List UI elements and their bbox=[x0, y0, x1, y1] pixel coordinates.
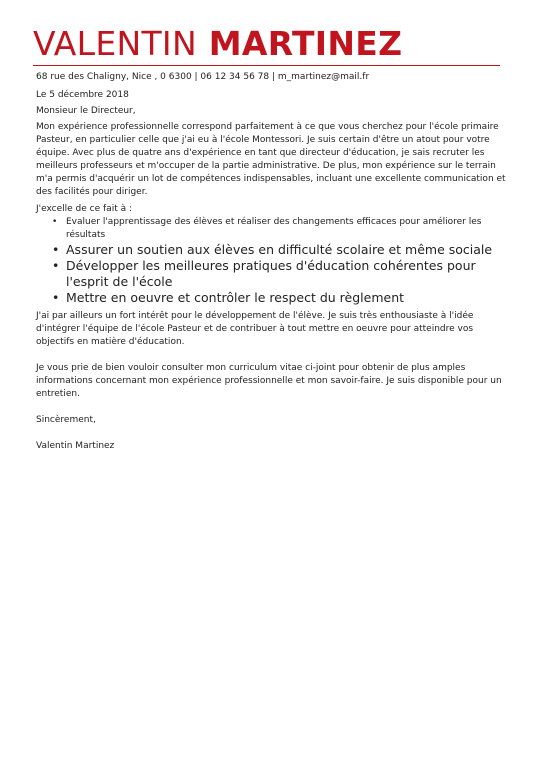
applicant-name-heading bbox=[33, 24, 402, 64]
bullet-icon: • bbox=[52, 242, 60, 257]
signature: Valentin Martinez bbox=[36, 441, 115, 451]
salutation: Monsieur le Directeur, bbox=[36, 106, 136, 116]
list-item bbox=[36, 290, 506, 306]
spacer bbox=[36, 349, 506, 362]
bullet-icon: • bbox=[52, 290, 60, 305]
paragraph-motivation: J'ai par ailleurs un fort intérêt pour le développement de l'élève. Je suis très enthousiaste à l'idée d'intégrer l'équipe de l'école Pasteur et de contribuer à tout mettre en oeuvre pour atteindre vos objectifs en matière d'éducation. bbox=[36, 311, 474, 347]
skill-text: Mettre en oeuvre et contrôler le respect du règlement bbox=[66, 290, 405, 305]
header-divider bbox=[33, 65, 500, 66]
paragraph-closing: Je vous prie de bien vouloir consulter mon curriculum vitae ci-joint pour obtenir de plus amples informations concernant mon expérience professionnelle et mon savoir-faire. Je suis disponible pour un entretien. bbox=[36, 363, 502, 399]
list-item bbox=[36, 242, 506, 258]
skill-text: Evaluer l'apprentissage des élèves et réaliser des changements efficaces pour améliorer les résultats bbox=[66, 217, 482, 240]
skills-list bbox=[36, 216, 506, 306]
skill-text: Développer les meilleures pratiques d'éducation cohérentes pour l'esprit de l'école bbox=[66, 258, 476, 289]
spacer bbox=[36, 427, 506, 440]
letter-body bbox=[36, 71, 506, 453]
list-item bbox=[36, 216, 506, 242]
skills-intro: J'excelle de ce fait à : bbox=[36, 204, 132, 214]
bullet-icon: • bbox=[52, 258, 60, 273]
contact-line: 68 rue des Chaligny, Nice , 0 6300 | 06 12 34 56 78 | m_martinez@mail.fr bbox=[36, 72, 370, 82]
paragraph-experience: Mon expérience professionnelle correspond parfaitement à ce que vous cherchez pour l'école primaire Pasteur, en particulier celle que j'ai eu à l'école Montessori. Je suis certain d'être un atout pour votre équipe. Avec plus de quatre ans d'expérience en tant que directeur d'éducation, je sais recruter les meilleurs professeurs et m'occuper de la partie administrative. De plus, mon expérience sur le terrain m'a permis d'acquérir un lot de compétences indispensables, incluant une excellente communication et des facilités pour diriger. bbox=[36, 122, 506, 197]
bullet-icon: • bbox=[52, 217, 58, 227]
letter-date: Le 5 décembre 2018 bbox=[36, 90, 129, 100]
applicant-last-name: MARTINEZ bbox=[208, 24, 403, 63]
list-item bbox=[36, 258, 506, 290]
skill-text: Assurer un soutien aux élèves en difficulté scolaire et même sociale bbox=[66, 242, 493, 257]
applicant-first-name: VALENTIN bbox=[33, 24, 197, 63]
spacer bbox=[36, 401, 506, 414]
closing-formula: Sincèrement, bbox=[36, 415, 96, 425]
